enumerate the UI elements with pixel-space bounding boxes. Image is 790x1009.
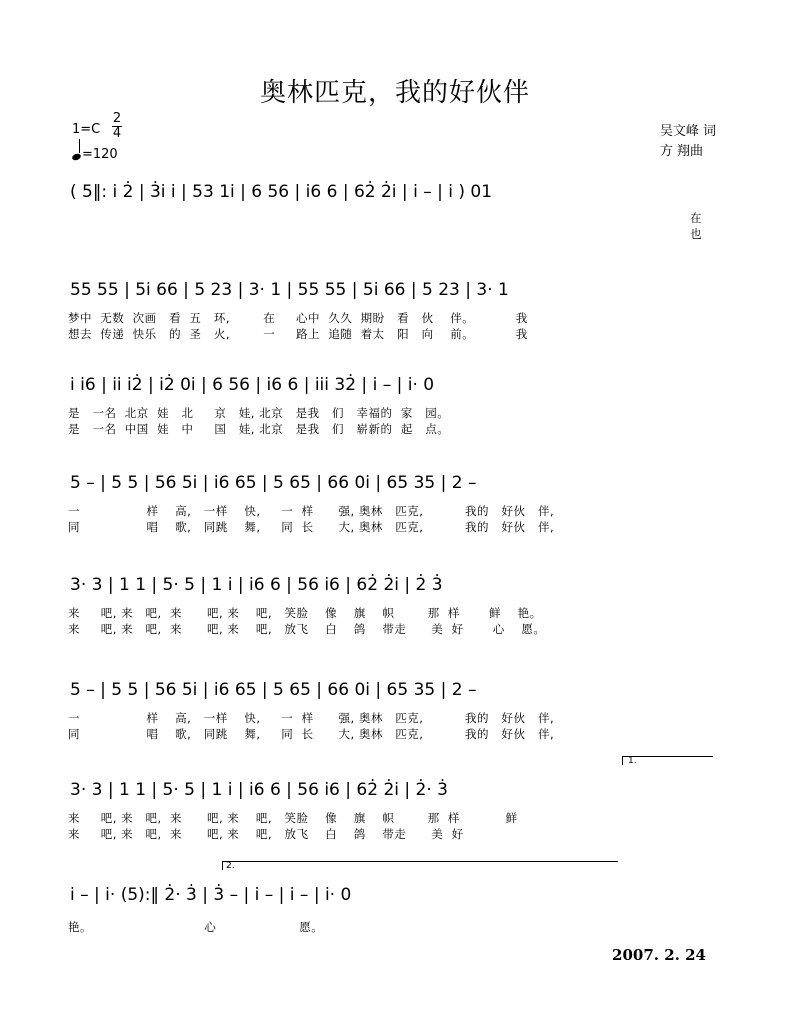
- time-signature: [112, 112, 122, 141]
- notation-line: 55 55 | 5i 66 | 5 23 | 3· 1 | 55 55 | 5i 66 | 5 23 | 3· 1: [70, 280, 509, 300]
- lyric-verse-2: 来 吧, 来 吧, 来 吧, 来 吧, 放飞 白 鸽 带走 美 好: [68, 827, 464, 841]
- pickup-lyric-2: 也: [690, 227, 702, 241]
- lyric-verse-1: 梦中 无数 次画 看 五 环, 在 心中 久久 期盼 看 伙 伴。 我: [68, 311, 528, 325]
- composition-date: 2007. 2. 24: [612, 946, 706, 964]
- volta-bracket-2: [222, 861, 618, 870]
- key-signature: 1=C: [72, 122, 101, 137]
- lyric-verse-1: 来 吧, 来 吧, 来 吧, 来 吧, 笑脸 像 旗 帜 那 样 鲜 艳。: [68, 606, 542, 620]
- lyricist: 吴文峰 词: [659, 124, 716, 139]
- tempo-value: =120: [82, 147, 118, 162]
- notation-line: 5 – | 5 5 | 56 5i | i6 65 | 5 65 | 66 0i | 65 35 | 2 –: [70, 473, 477, 493]
- pickup-lyric-1: 在: [690, 211, 702, 225]
- lyric-verse-2: 是 一名 中国 娃 中 国 娃, 北京 是我 们 崭新的 起 点。: [68, 422, 450, 436]
- lyric-verse-1: 艳。 心 愿。: [68, 920, 324, 934]
- quarter-note-icon: [71, 153, 82, 162]
- notation-line: i i6 | ii i2̇ | i2̇ 0i | 6 56 | i6 6 | iii 32̇ | i – | i· 0: [70, 375, 435, 395]
- tempo-marking: [72, 144, 118, 162]
- notation-line: 5 – | 5 5 | 56 5i | i6 65 | 5 65 | 66 0i | 65 35 | 2 –: [70, 680, 477, 700]
- meter-bottom: 4: [112, 126, 122, 141]
- lyric-verse-1: 一 样 高, 一样 快, 一 样 强, 奥林 匹克, 我的 好伙 伴,: [68, 711, 555, 725]
- notation-line: 3· 3 | 1 1 | 5· 5 | 1 i | i6 6 | 56 i6 | 62̇ 2̇i | 2̇ 3̇: [70, 575, 443, 595]
- notation-line: i – | i· (5):‖ 2̇· 3̇ | 3̇ – | i – | i – | i· 0: [70, 885, 352, 905]
- lyric-verse-1: 是 一名 北京 娃 北 京 娃, 北京 是我 们 幸福的 家 园。: [68, 406, 450, 420]
- lyric-verse-2: 来 吧, 来 吧, 来 吧, 来 吧, 放飞 白 鸽 带走 美 好 心 愿。: [68, 622, 546, 636]
- notation-line: 3· 3 | 1 1 | 5· 5 | 1 i | i6 6 | 56 i6 | 62̇ 2̇i | 2̇· 3̇: [70, 780, 448, 800]
- volta-label-2: 2.: [226, 861, 235, 871]
- lyric-verse-2: 同 唱 歌, 同跳 舞, 同 长 大, 奥林 匹克, 我的 好伙 伴,: [68, 727, 555, 741]
- song-title: 奥林匹克，我的好伙伴: [259, 78, 530, 108]
- lyric-verse-2: 想去 传递 快乐 的 圣 火, 一 路上 追随 着太 阳 向 前。 我: [68, 327, 528, 341]
- notation-line: ( 5‖: i 2̇ | 3̇i i | 53 1i | 6 56 | i6 6 | 62̇ 2̇i | i – | i ) 01: [70, 182, 493, 202]
- composer: 方 翔曲: [659, 144, 703, 159]
- credits: [660, 122, 716, 162]
- volta-label-1: 1.: [628, 756, 637, 766]
- lyric-verse-1: 来 吧, 来 吧, 来 吧, 来 吧, 笑脸 像 旗 帜 那 样 鲜: [68, 811, 518, 825]
- note-stem-icon: [79, 139, 80, 153]
- meter-top: 2: [112, 111, 122, 126]
- lyric-verse-2: 同 唱 歌, 同跳 舞, 同 长 大, 奥林 匹克, 我的 好伙 伴,: [68, 520, 555, 534]
- lyric-verse-1: 一 样 高, 一样 快, 一 样 强, 奥林 匹克, 我的 好伙 伴,: [68, 504, 555, 518]
